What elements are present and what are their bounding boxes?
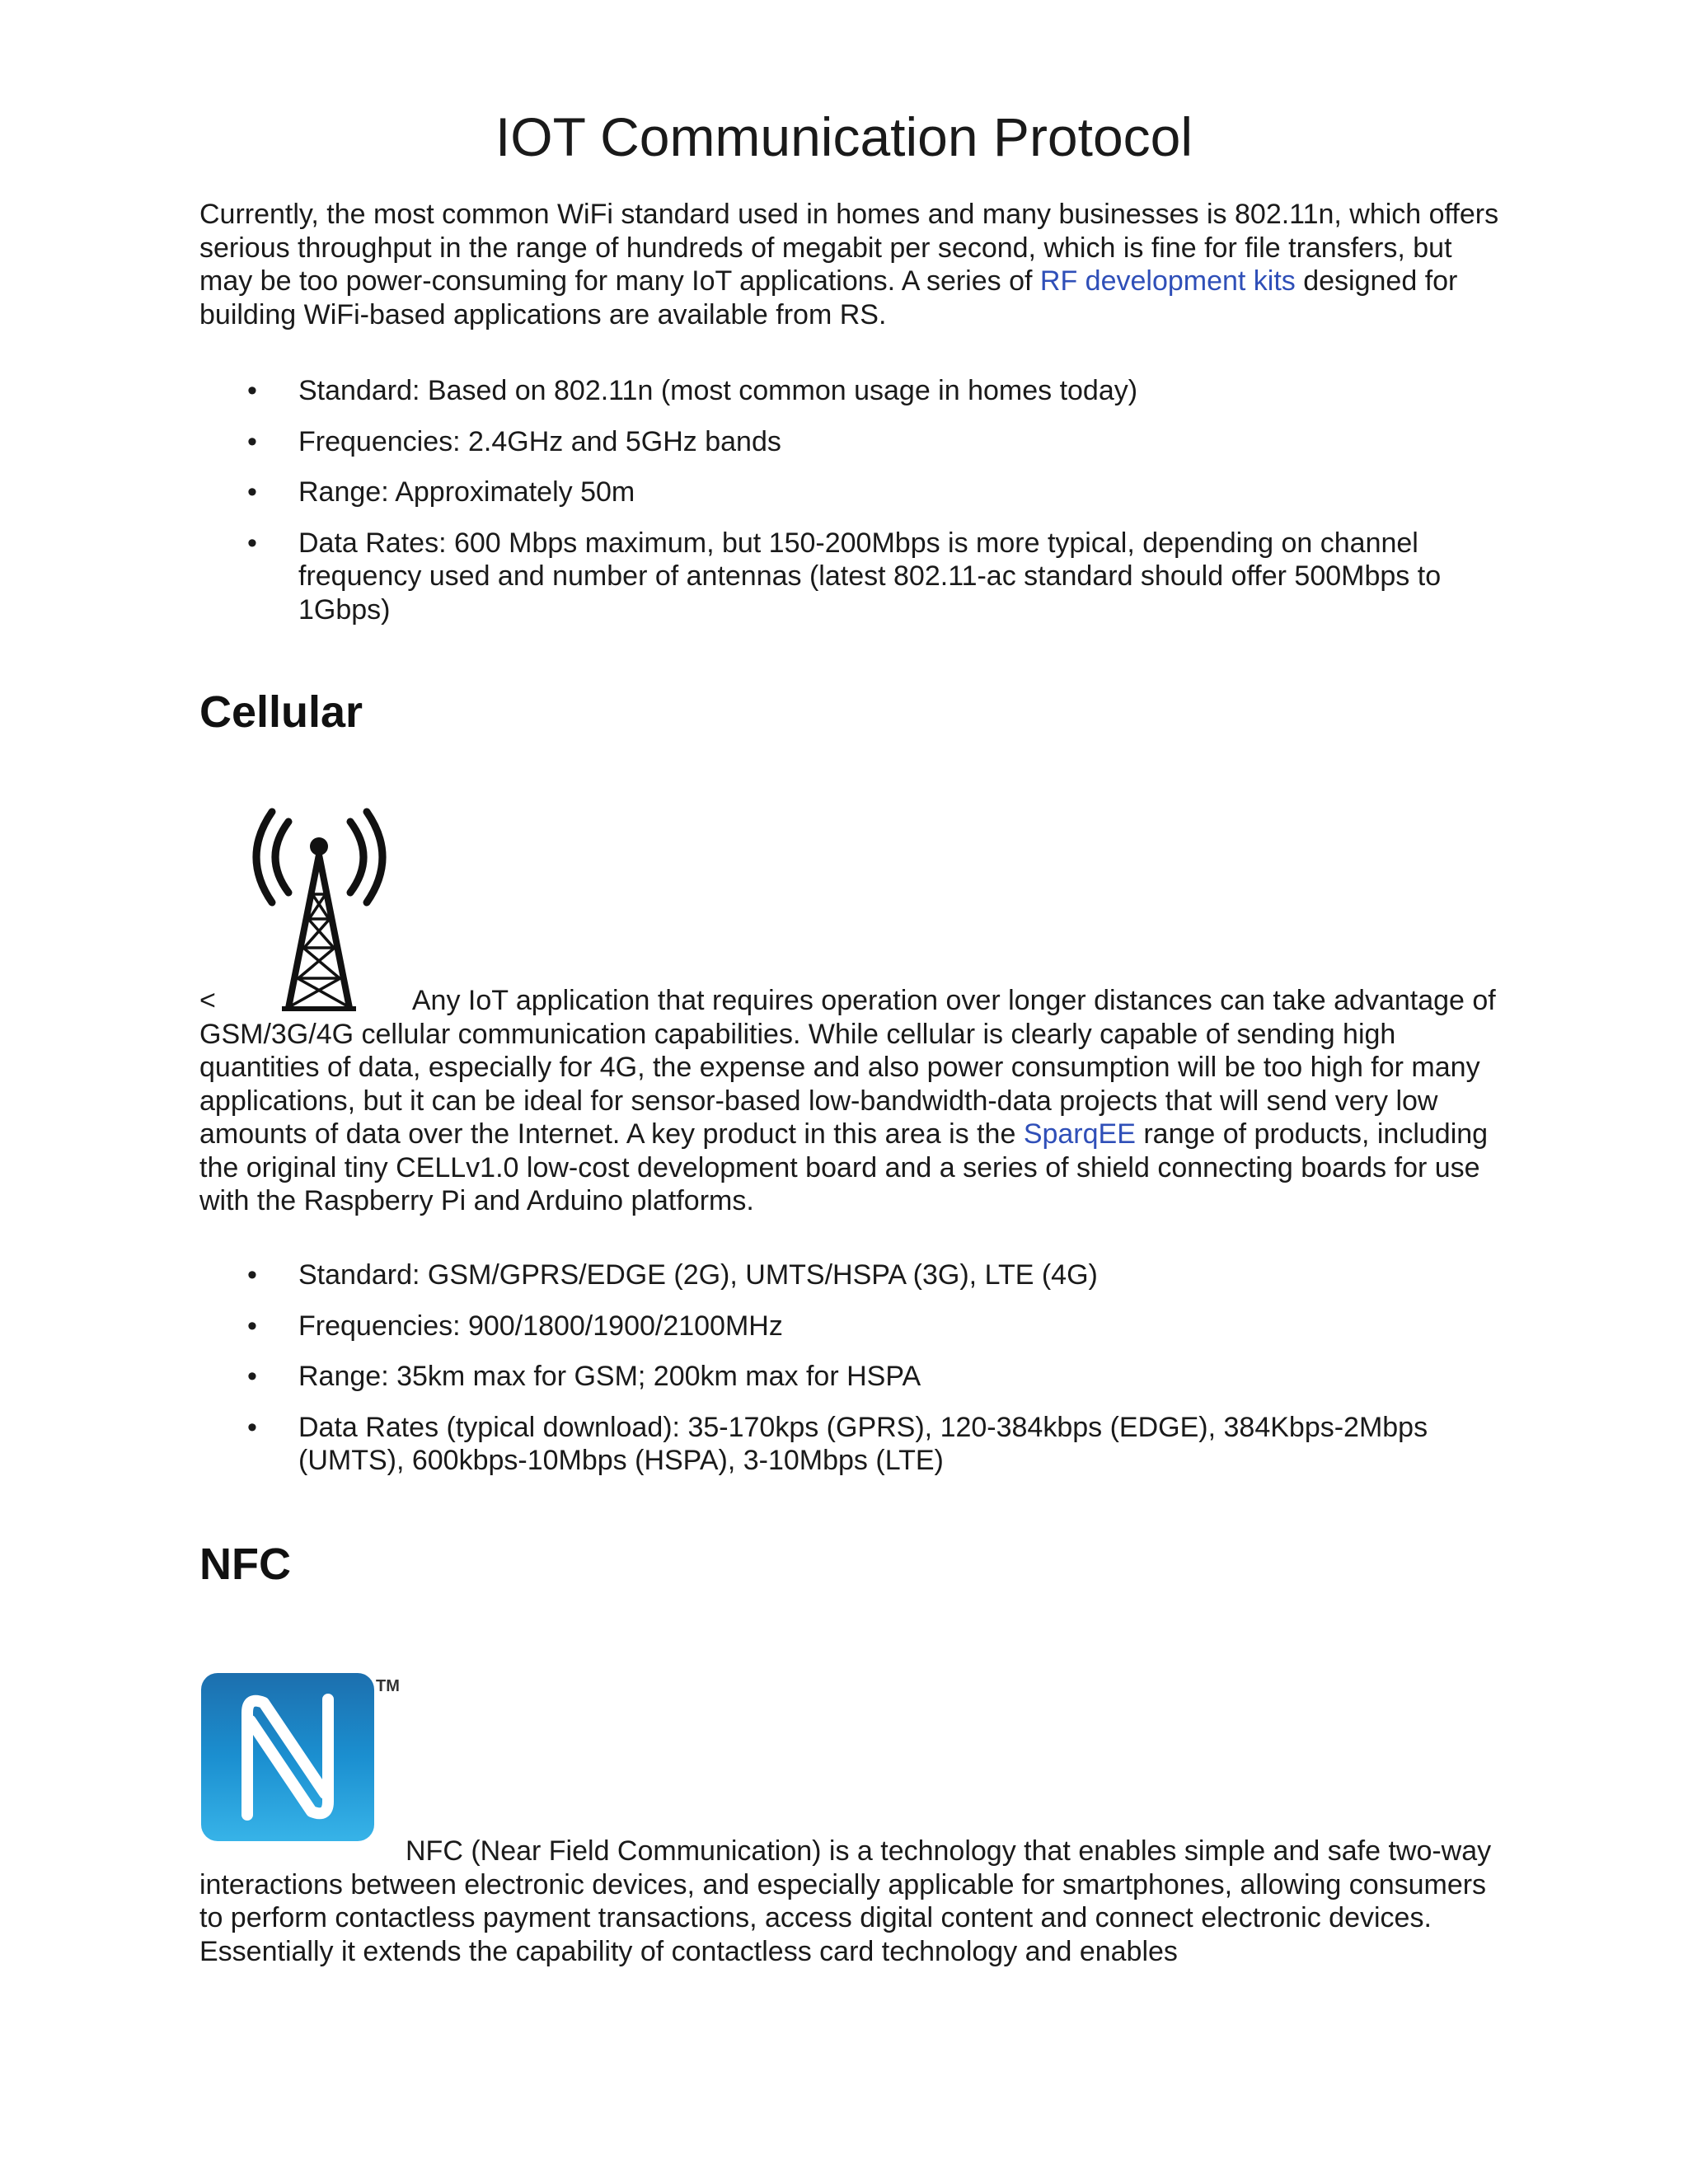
list-item (199, 1411, 1502, 1478)
list-item (199, 1258, 1502, 1292)
cellular-intro-text-2: range of products, including the original tiny CELLv1.0 low-cost development board and a series of shield connecting boards for use with the Raspberry Pi and Arduino platforms. (199, 1118, 1489, 1216)
lead-char: < (199, 985, 216, 1016)
list-item-text: Data Rates: 600 Mbps maximum, but 150-200Mbps is more typical, depending on channel frequency used and number of antennas (latest 802.11-ac standard should offer 500Mbps to 1Gbps) (298, 527, 1442, 626)
list-item-text: Standard: Based on 802.11n (most common usage in homes today) (298, 375, 1138, 406)
bullet-glyph: • (247, 375, 257, 406)
list-item (199, 1310, 1502, 1343)
list-item-text: Range: Approximately 50m (298, 476, 635, 508)
list-item-text: Frequencies: 2.4GHz and 5GHz bands (298, 425, 781, 457)
nfc-intro-paragraph (199, 1835, 1502, 1968)
list-item-text: Frequencies: 900/1800/1900/2100MHz (298, 1310, 783, 1342)
list-item-text: Standard: GSM/GPRS/EDGE (2G), UMTS/HSPA (3G), LTE (4G) (298, 1259, 1098, 1291)
bullet-glyph: • (247, 1411, 257, 1443)
cellular-intro-paragraph (199, 984, 1502, 1218)
cellular-intro-text-1: Any IoT application that requires operation over longer distances can take advantage of GSM/3G/4G cellular communication capabilities. While cellular is clearly capable of sending high quantities of data, especially for 4G, the expense and also power consumption will be too high for many applications, but it can be ideal for sensor-based low-bandwidth-data projects that will send very low amounts of data over the Internet. A key product in this area is the (199, 985, 1496, 1150)
sparqee-link[interactable]: SparqEE (1023, 1118, 1136, 1150)
wifi-intro-paragraph (199, 198, 1502, 331)
bullet-glyph: • (247, 527, 257, 559)
list-item (199, 527, 1502, 627)
list-item (199, 476, 1502, 509)
list-item (199, 1360, 1502, 1394)
list-item (199, 425, 1502, 459)
trademark-mark: TM (376, 1677, 400, 1695)
rf-development-kits-link[interactable]: RF development kits (1039, 265, 1296, 297)
list-item (199, 374, 1502, 408)
nfc-intro-text: NFC (Near Field Communication) is a technology that enables simple and safe two-way interactions between electronic devices, and especially applicable for smartphones, allowing consumers to perform contactless payment transactions, access digital content and connect electronic devices. Essentially it extends the capability of contactless card technology and enables (199, 1835, 1492, 1967)
nfc-logo-icon (199, 1670, 406, 1844)
bullet-glyph: • (247, 1361, 257, 1392)
bullet-glyph: • (247, 1259, 257, 1291)
wifi-spec-list (199, 374, 1502, 644)
list-item-text: Range: 35km max for GSM; 200km max for HSPA (298, 1361, 921, 1392)
bullet-glyph: • (247, 476, 257, 508)
list-item-text: Data Rates (typical download): 35-170kps (GPRS), 120-384kbps (EDGE), 384Kbps-2Mbps (UMTS), 600kbps-10Mbps (HSPA), 3-10Mbps (LTE) (298, 1411, 1428, 1476)
cellular-spec-list (199, 1258, 1502, 1495)
cellular-heading: Cellular (199, 687, 363, 737)
nfc-heading: NFC (199, 1540, 291, 1589)
bullet-glyph: • (247, 425, 257, 457)
cell-tower-icon (239, 804, 400, 1014)
wifi-intro-text-2: designed for building WiFi-based applications are available from RS. (199, 265, 1458, 330)
wifi-intro-text-1: Currently, the most common WiFi standard used in homes and many businesses is 802.11n, which offers serious throughput in the range of hundreds of megabit per second, which is fine for file transfers, but may be too power-consuming for many IoT applications. A series of (199, 199, 1499, 297)
bullet-glyph: • (247, 1310, 257, 1342)
page-title: IOT Communication Protocol (495, 106, 1193, 167)
